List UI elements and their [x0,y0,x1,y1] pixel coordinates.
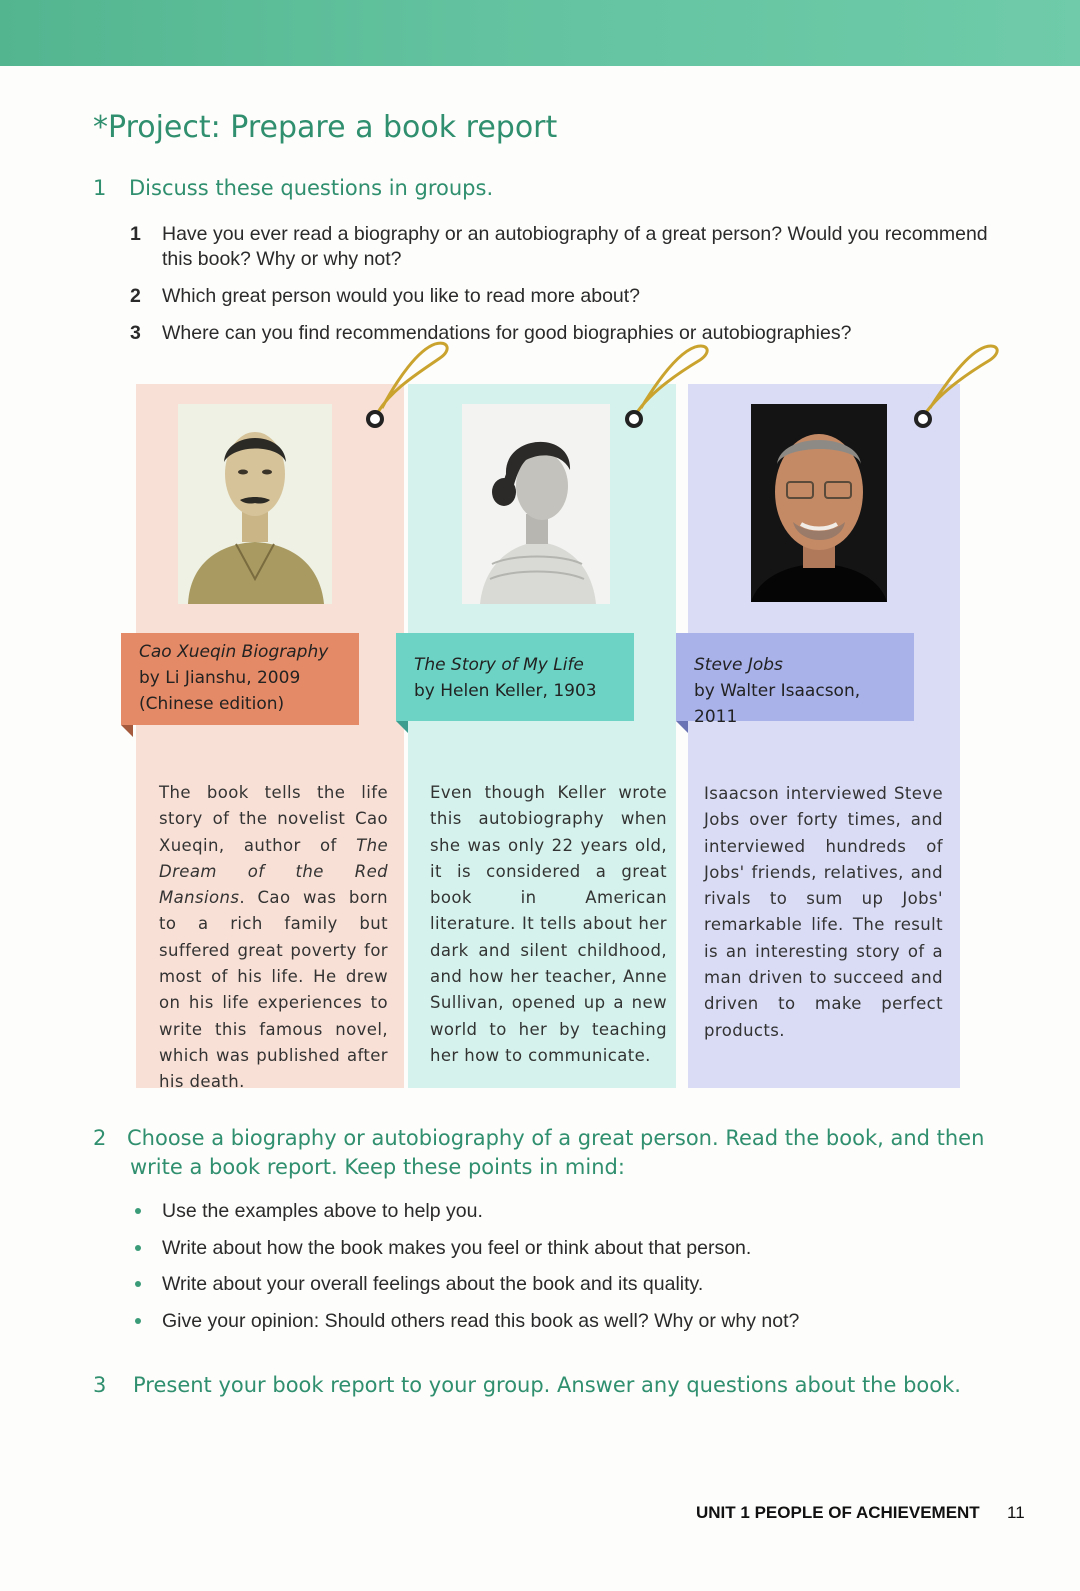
section-heading-text: Choose a biography or autobiography of a great person. Read the book, and then [127,1126,985,1150]
novel-title: The Dream of the Red Mansions [159,835,388,908]
bullet-icon [135,1245,141,1251]
bullet-icon [135,1208,141,1214]
question-number: 2 [130,285,141,307]
book-title: Cao Xueqin Biography [139,642,329,662]
point-text: Give your opinion: Should others read this book as well? Why or why not? [162,1309,800,1332]
book-description-cao [159,780,388,1096]
book-title: The Story of My Life [414,655,584,675]
question-text: Have you ever read a biography or an autobiography of a great person? Would you recommend this book? Why or why not? [162,223,988,270]
points-list [133,1199,1013,1345]
ring-hole-icon [914,410,932,428]
unit-number: UNIT 1 [696,1503,750,1522]
section-number: 3 [93,1373,107,1397]
bullet-icon [135,1318,141,1324]
section-1-heading [93,174,993,203]
book-label-keller [396,633,634,721]
book-note: (Chinese edition) [139,694,285,714]
point-text: Write about how the book makes you feel or think about that person. [162,1236,752,1259]
unit-title: PEOPLE OF ACHIEVEMENT [754,1503,980,1522]
footer-unit [696,1503,980,1523]
portrait-steve-jobs [751,404,887,602]
portrait-steve-jobs-image [751,404,887,602]
book-byline: by Helen Keller, 1903 [414,681,597,701]
book-description-keller: Even though Keller wrote this autobiography when she was only 22 years old, it is considered a great book in American literature. It tells about her dark and silent childhood, and how her teacher, Anne Sullivan, opened up a new world to her by teaching her how to communicate. [430,783,667,1065]
section-heading-text: Present your book report to your group. Answer any questions about the book. [133,1373,961,1397]
header-band [0,0,1080,66]
section-3-heading [93,1371,1033,1400]
book-title: Steve Jobs [694,655,783,675]
list-item [133,1272,1013,1297]
book-description-jobs: Isaacson interviewed Steve Jobs over forty times, and interviewed hundreds of Jobs' friends, relatives, and rivals to sum up Jobs' remarkable life. The result is an interesting story of a man driven to succeed and driven to make perfect products. [704,784,943,1040]
section-heading-text: write a book report. Keep these points in mind: [130,1155,625,1179]
question-number: 3 [130,322,141,344]
book-byline: by Li Jianshu, 2009 [139,668,301,688]
section-2-heading [93,1124,993,1182]
desc-text: The book tells the life story of the novelist Cao Xueqin, author of [159,783,388,855]
point-text: Write about your overall feelings about the book and its quality. [162,1273,704,1295]
portrait-cao-xueqin [178,404,332,604]
question-text: Where can you find recommendations for good biographies or autobiographies? [162,322,852,344]
question-item [130,222,990,272]
page-number: 11 [1007,1503,1025,1522]
portrait-helen-keller-image [462,404,610,604]
question-list [130,222,990,346]
ring-hole-icon [366,410,384,428]
list-item [133,1199,1013,1224]
list-item [133,1309,1013,1334]
question-number: 1 [130,223,141,245]
question-item [130,321,990,346]
portrait-helen-keller [462,404,610,604]
book-label-jobs [676,633,914,727]
section-number: 2 [93,1126,107,1150]
label-fold [121,725,133,737]
label-fold [396,721,408,733]
question-text: Which great person would you like to read more about? [162,285,641,307]
point-text: Use the examples above to help you. [162,1200,483,1222]
book-byline: by Walter Isaacson, 2011 [694,681,861,727]
book-label-cao [121,633,359,725]
question-item [130,284,990,309]
list-item [133,1236,1013,1261]
portrait-cao-xueqin-image [178,404,332,604]
section-heading-text: Discuss these questions in groups. [129,176,494,200]
section-number: 1 [93,176,107,200]
bullet-icon [135,1281,141,1287]
page-title: *Project: Prepare a book report [93,110,558,145]
label-fold [676,721,688,733]
desc-text: . Cao was born to a rich family but suffered great poverty for most of his life. He drew on his life experiences to write this famous novel, which was published after his death. [159,888,388,1092]
ring-hole-icon [625,410,643,428]
